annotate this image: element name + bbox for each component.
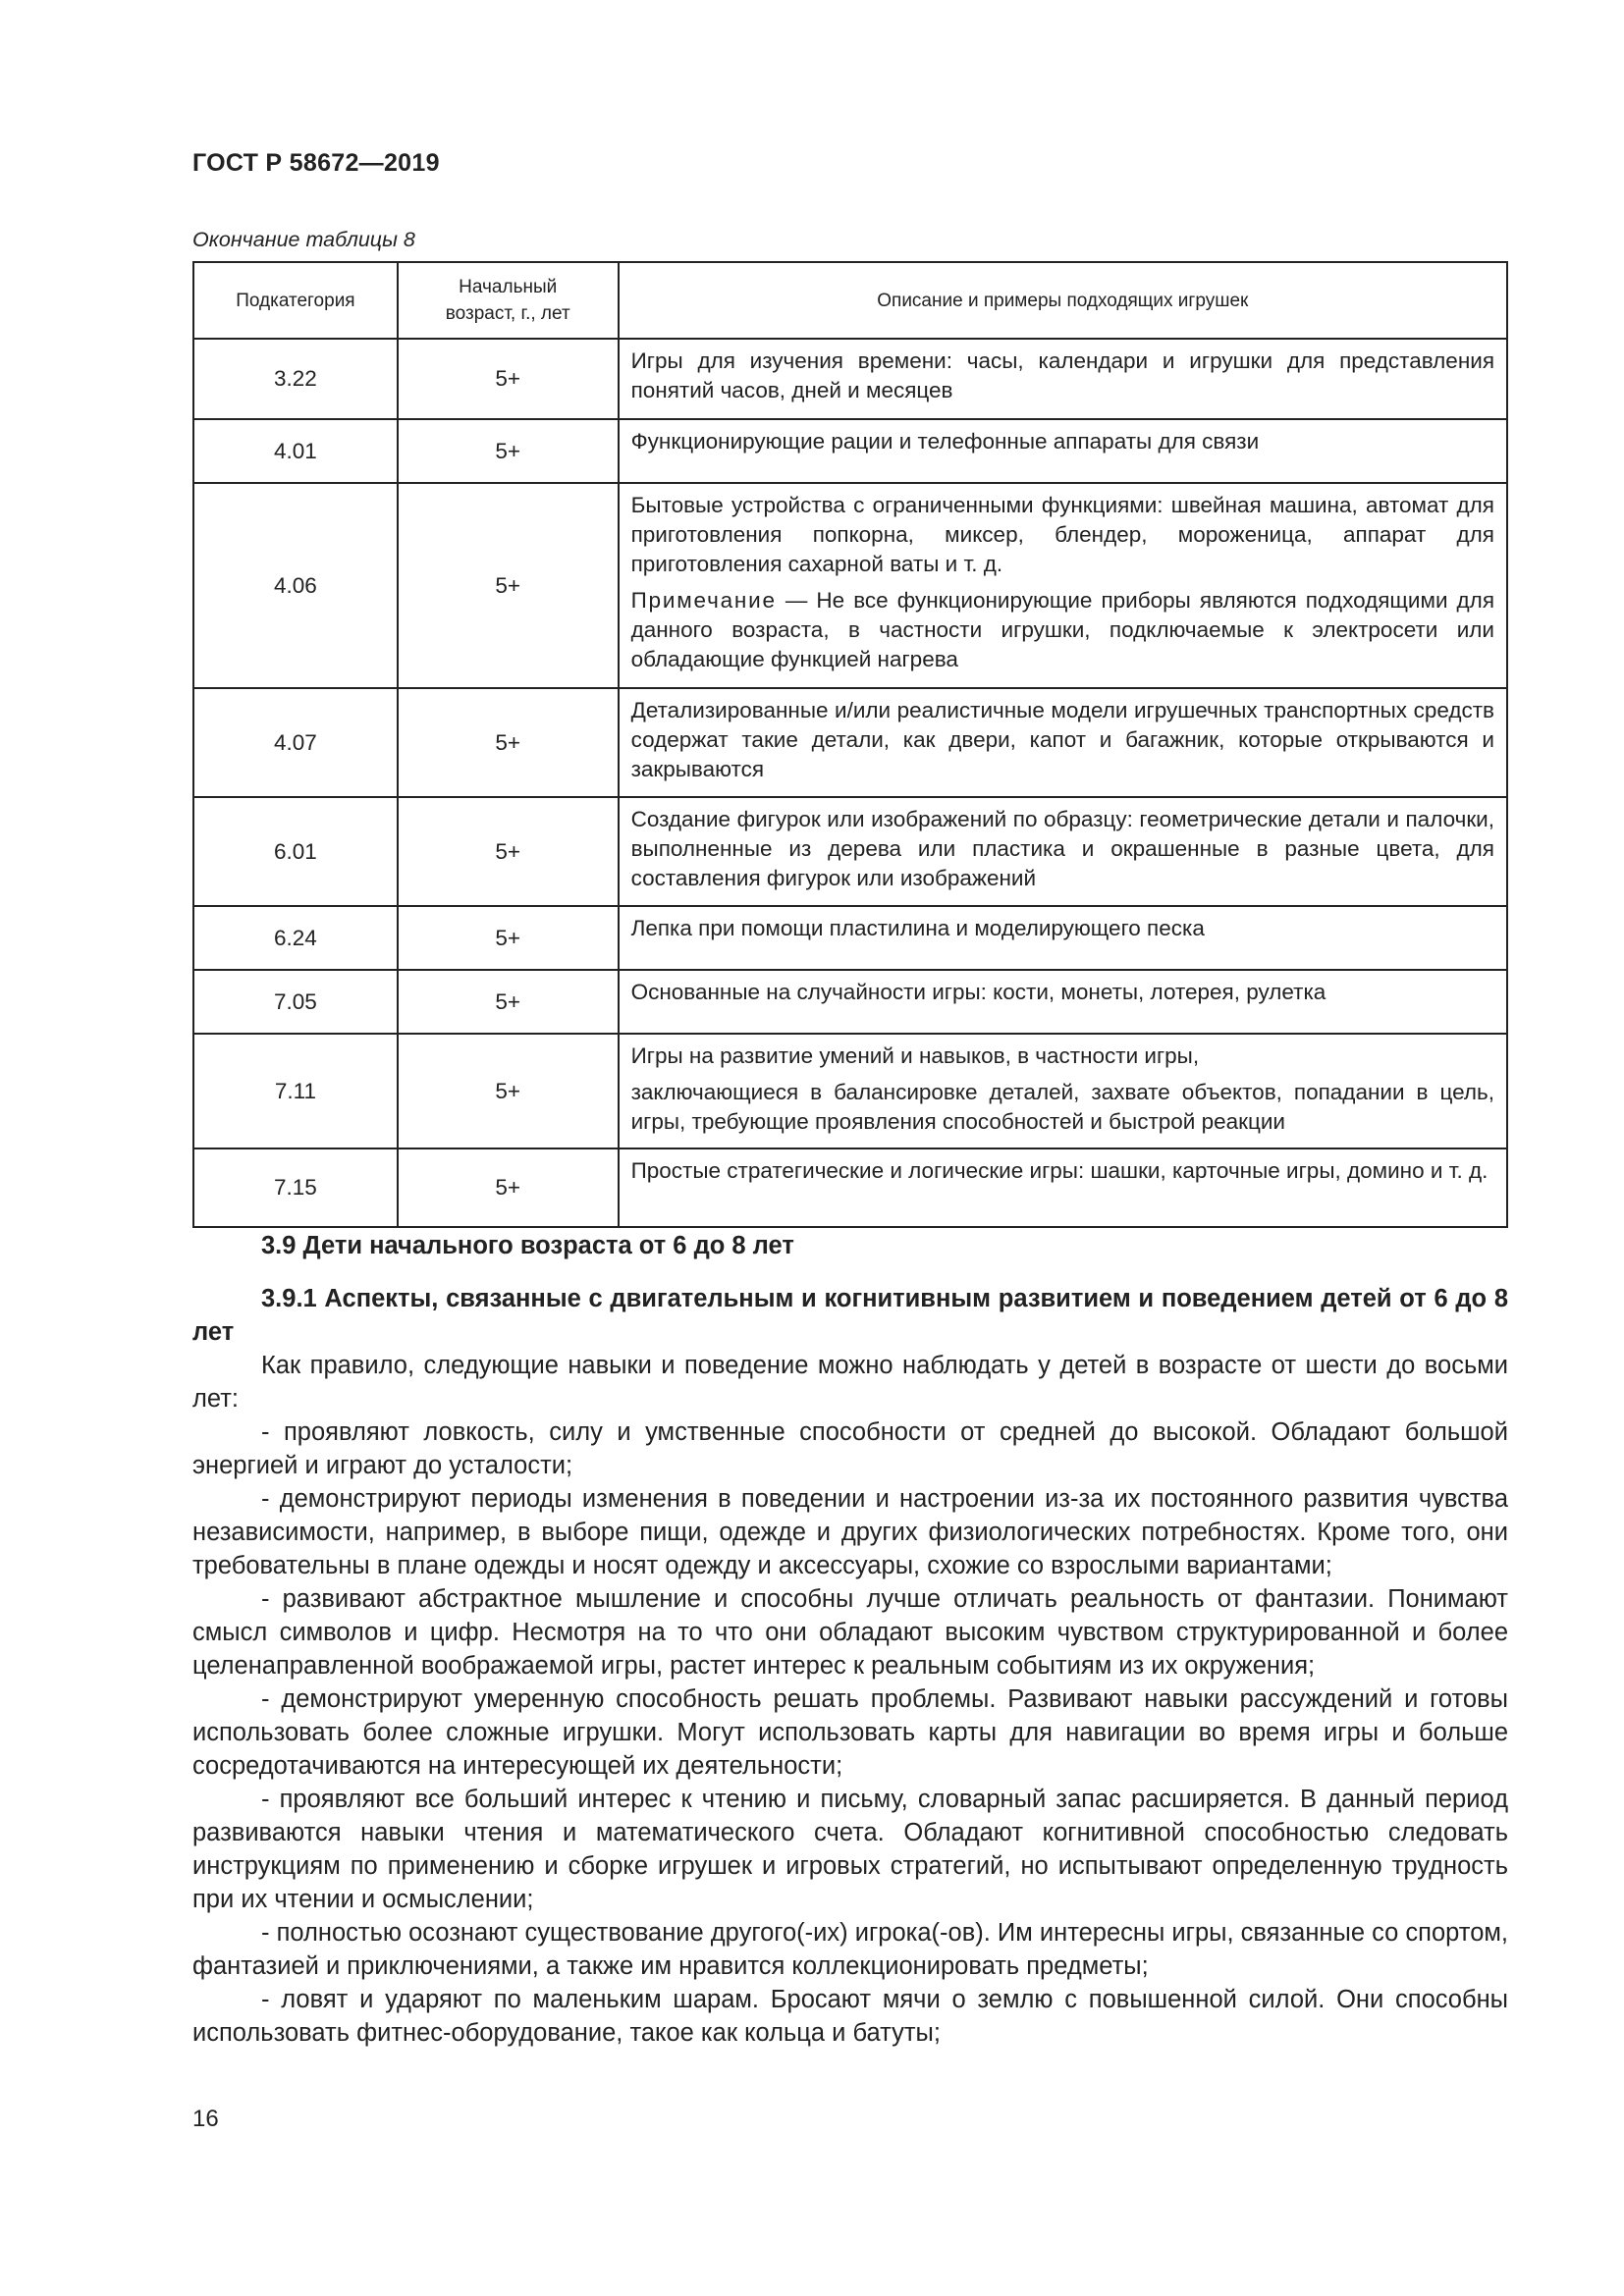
description-text: Детализированные и/или реалистичные модели игрушечных транспортных средств содержат такие детали, как двери, капот и багажник, которые открываются и закрываются [630, 698, 1494, 781]
subcategory-cell: 4.07 [193, 688, 398, 797]
list-item: - развивают абстрактное мышление и способны лучше отличать реальность от фантазии. Понимают смысл символов и цифр. Несмотря на то что они обладают высоким чувством структурированной и более целенаправленной воображаемой игры, растет интерес к реальным событиям из их окружения; [192, 1585, 1508, 1680]
description-cell [619, 797, 1507, 906]
age-cell: 5+ [398, 483, 619, 688]
age-cell: 5+ [398, 1148, 619, 1227]
table-caption: Окончание таблицы 8 [192, 228, 415, 251]
age-cell: 5+ [398, 339, 619, 419]
column-header-subcategory: Подкатегория [193, 262, 398, 339]
description-text: Лепка при помощи пластилина и моделирующего песка [630, 916, 1205, 940]
intro-paragraph: Как правило, следующие навыки и поведение можно наблюдать у детей в возрасте от шести до восьми лет: [192, 1352, 1508, 1413]
age-cell: 5+ [398, 1034, 619, 1148]
list-item: - полностью осознают существование другого(-их) игрока(-ов). Им интересны игры, связанные со спортом, фантазией и приключениями, а также им нравится коллекционировать предметы; [192, 1919, 1508, 1980]
age-cell: 5+ [398, 688, 619, 797]
description-text: Функционирующие рации и телефонные аппараты для связи [630, 429, 1260, 454]
age-header-line1: Начальный [459, 277, 558, 297]
note-label: Примечание [630, 588, 777, 613]
description-cell [619, 906, 1507, 970]
age-cell: 5+ [398, 970, 619, 1034]
table-header-row [193, 262, 1507, 339]
description-cell [619, 688, 1507, 797]
note-text: — Не все функционирующие приборы являются подходящими для данного возраста, в частности игрушки, подключаемые к электросети или обладающие функцией нагрева [630, 588, 1494, 671]
list-item: - проявляют все больший интерес к чтению и письму, словарный запас расширяется. В данный период развиваются навыки чтения и математического счета. Обладают когнитивной способностью следовать инструкциям по применению и сборке игрушек и игровых стратегий, но испытывают определенную трудность при их чтении и осмыслении; [192, 1786, 1508, 1913]
description-cell [619, 1034, 1507, 1148]
table-row [193, 906, 1507, 970]
table-row [193, 970, 1507, 1034]
subcategory-cell: 7.11 [193, 1034, 398, 1148]
subcategory-cell: 7.15 [193, 1148, 398, 1227]
table-row [193, 1148, 1507, 1227]
subcategory-cell: 6.24 [193, 906, 398, 970]
description-cell [619, 970, 1507, 1034]
description-text: Создание фигурок или изображений по образцу: геометрические детали и палочки, выполненные из дерева или пластика и окрашенные в разные цвета, для составления фигурок или изображений [630, 807, 1494, 890]
page-number: 16 [192, 2106, 219, 2132]
list-item: - ловят и ударяют по маленьким шарам. Бросают мячи о землю с повышенной силой. Они способны использовать фитнес-оборудование, такое как кольца и батуты; [192, 1986, 1508, 2047]
age-cell: 5+ [398, 419, 619, 483]
section-heading: 3.9 Дети начального возраста от 6 до 8 лет [261, 1232, 794, 1259]
body-text [192, 1229, 1508, 2050]
table-row [193, 339, 1507, 419]
table-note [631, 586, 1494, 674]
column-header-description: Описание и примеры подходящих игрушек [619, 262, 1507, 339]
document-code-header: ГОСТ Р 58672—2019 [192, 149, 440, 177]
toy-categories-table [192, 261, 1508, 1228]
table-row [193, 419, 1507, 483]
age-header-line2: возраст, г., лет [445, 303, 570, 324]
description-text: Простые стратегические и логические игры: шашки, карточные игры, домино и т. д. [630, 1158, 1489, 1183]
description-text-continued: заключающиеся в балансировке деталей, захвате объектов, попадании в цель, игры, требующие проявления способностей и быстрой реакции [630, 1080, 1494, 1134]
subsection-heading: 3.9.1 Аспекты, связанные с двигательным и когнитивным развитием и поведением детей от 6 до 8 лет [192, 1285, 1508, 1346]
list-item: - демонстрируют умеренную способность решать проблемы. Развивают навыки рассуждений и готовы использовать более сложные игрушки. Могут использовать карты для навигации во время игры и больше сосредотачиваются на интересующей их деятельности; [192, 1685, 1508, 1780]
list-item: - проявляют ловкость, силу и умственные способности от средней до высокой. Обладают большой энергией и играют до усталости; [192, 1418, 1508, 1479]
table-row [193, 483, 1507, 688]
list-item: - демонстрируют периоды изменения в поведении и настроении из-за их постоянного развития чувства независимости, например, в выборе пищи, одежде и других физиологических потребностях. Кроме того, они требовательны в плане одежды и носят одежду и аксессуары, схожие со взрослыми вариантами; [192, 1485, 1508, 1579]
subcategory-cell: 4.01 [193, 419, 398, 483]
table-row [193, 1034, 1507, 1148]
age-cell: 5+ [398, 797, 619, 906]
description-text: Игры на развитие умений и навыков, в частности игры, [630, 1043, 1200, 1068]
subcategory-cell: 3.22 [193, 339, 398, 419]
subcategory-cell: 4.06 [193, 483, 398, 688]
subcategory-cell: 6.01 [193, 797, 398, 906]
age-cell: 5+ [398, 906, 619, 970]
description-cell [619, 1148, 1507, 1227]
description-cell [619, 483, 1507, 688]
description-cell [619, 419, 1507, 483]
column-header-age [398, 262, 619, 339]
subcategory-cell: 7.05 [193, 970, 398, 1034]
table-row [193, 797, 1507, 906]
description-text: Основанные на случайности игры: кости, монеты, лотерея, рулетка [630, 980, 1326, 1004]
table-row [193, 688, 1507, 797]
description-cell [619, 339, 1507, 419]
description-text: Бытовые устройства с ограниченными функциями: швейная машина, автомат для приготовления попкорна, миксер, блендер, мороженица, аппарат для приготовления сахарной ваты и т. д. [630, 493, 1494, 576]
description-text: Игры для изучения времени: часы, календари и игрушки для представления понятий часов, дней и месяцев [630, 348, 1494, 402]
